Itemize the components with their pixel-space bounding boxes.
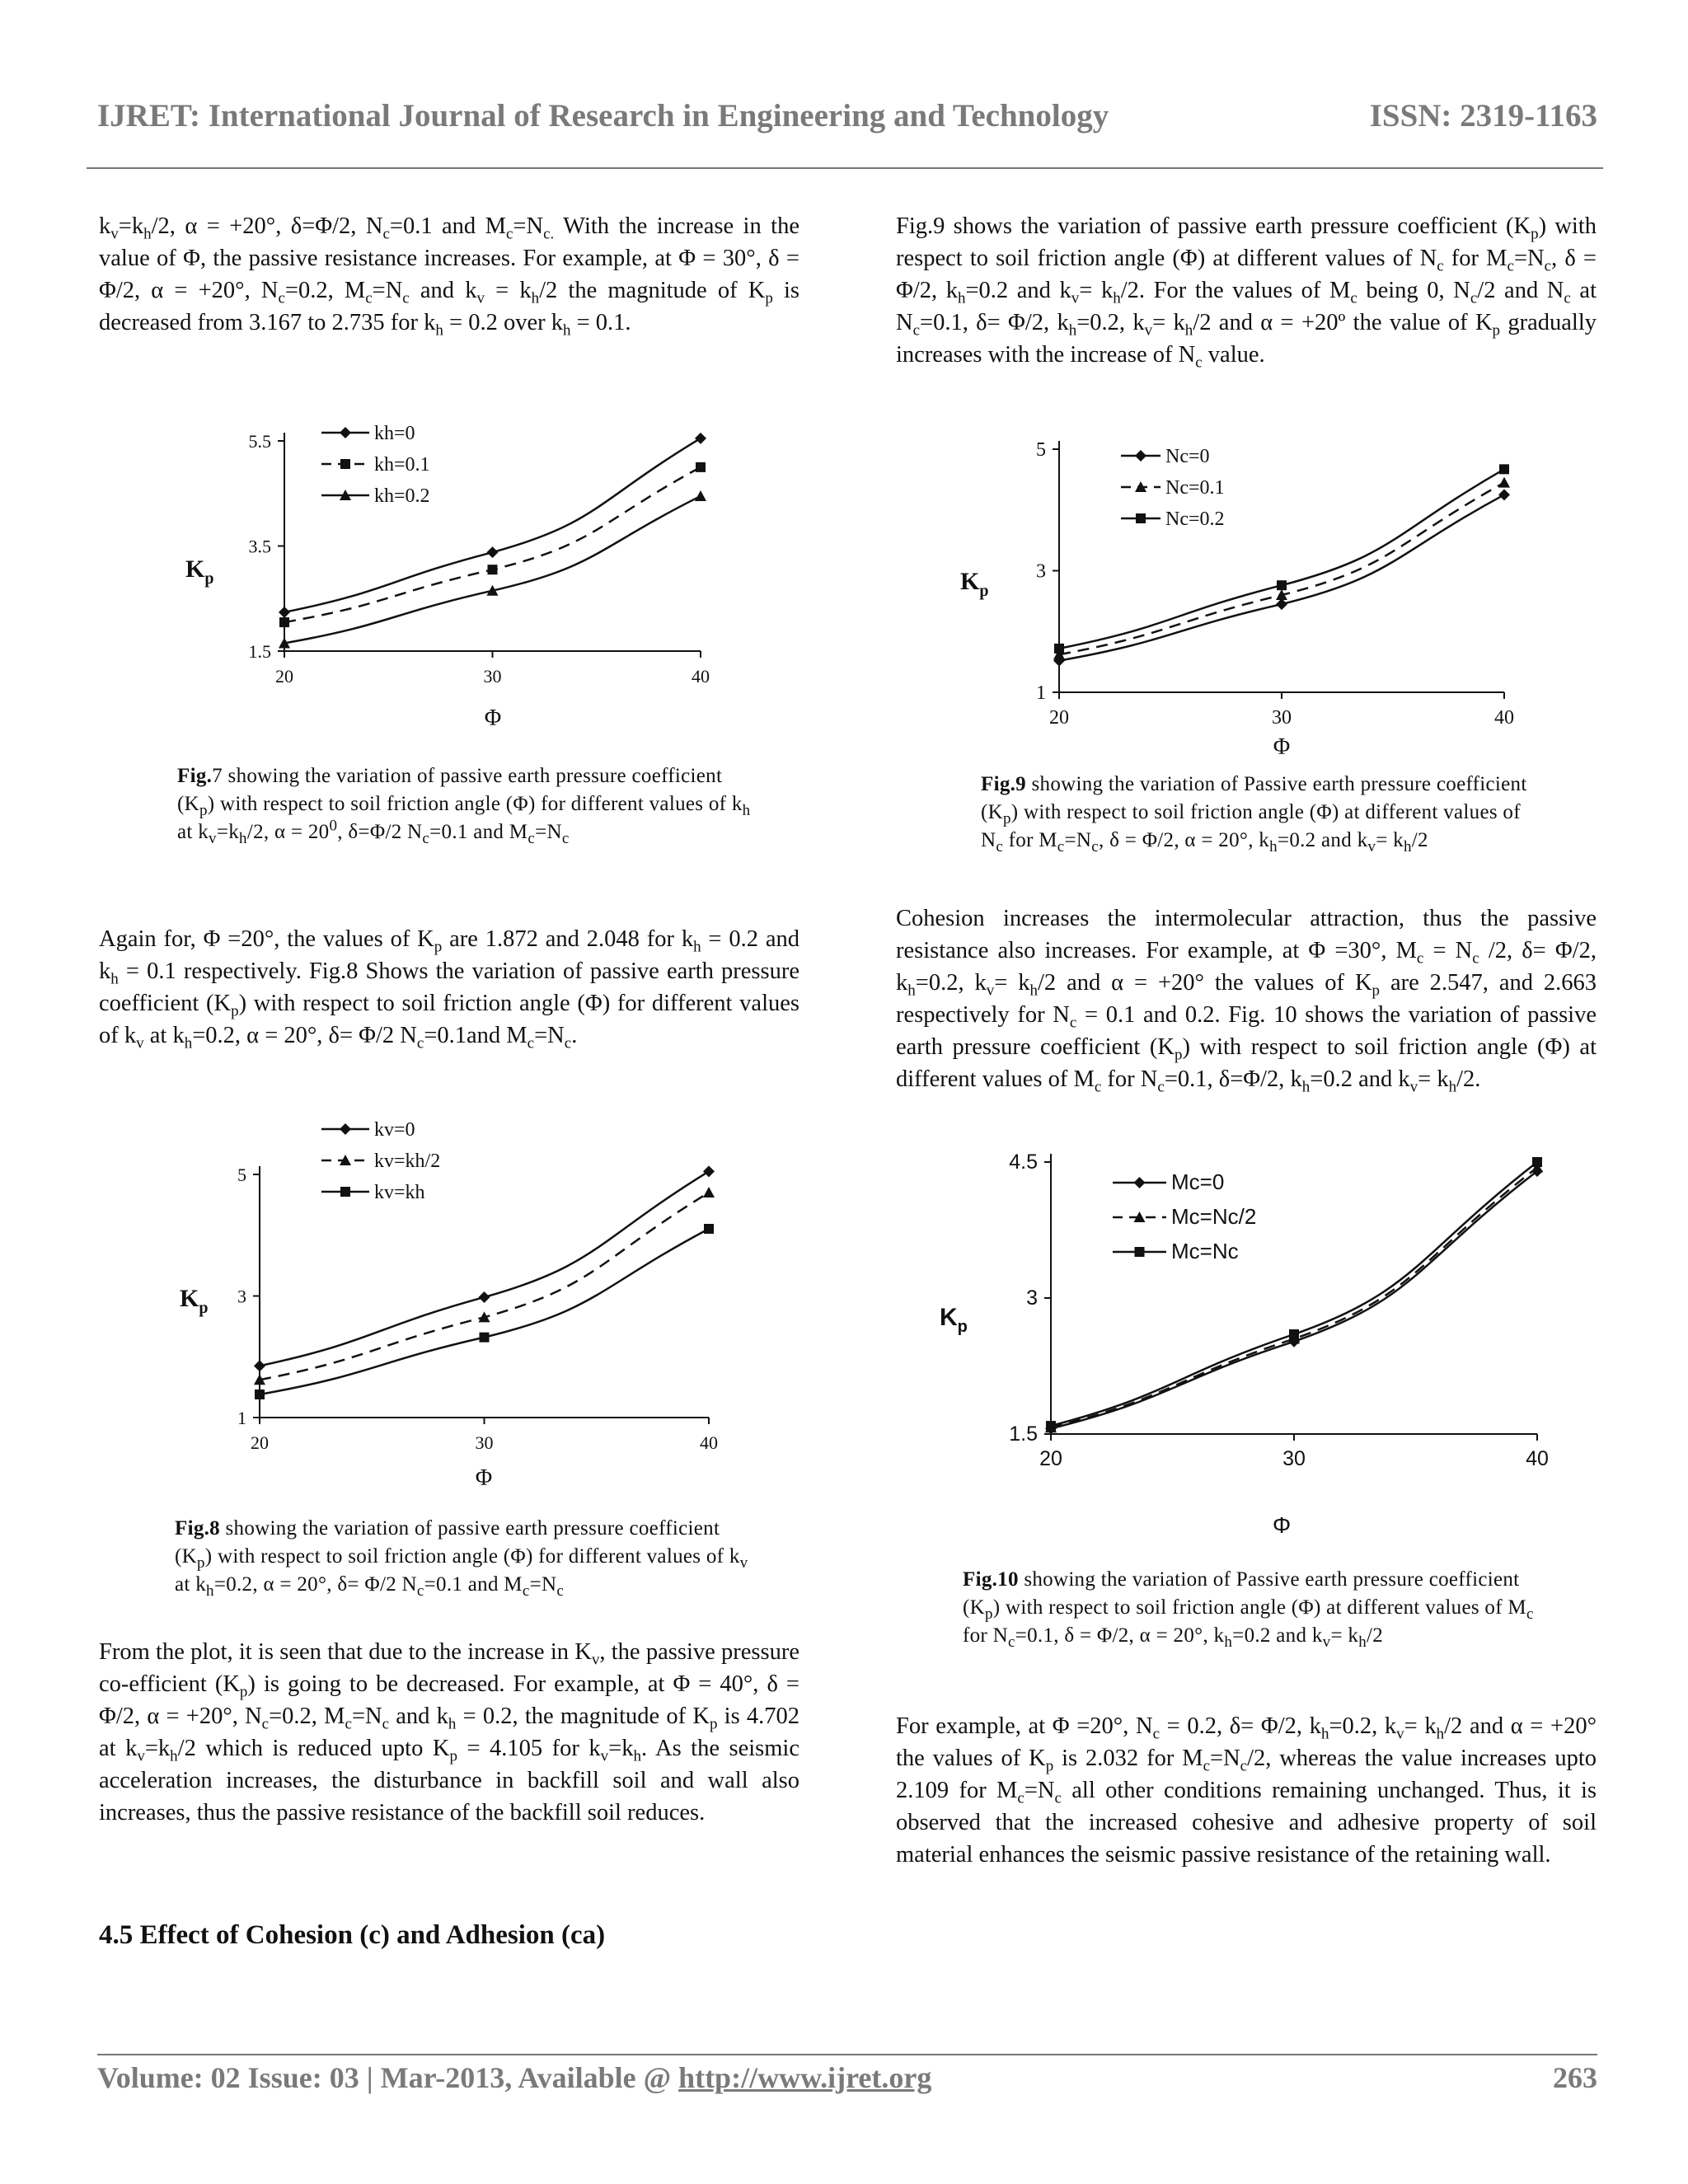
fig10-series-line	[1051, 1162, 1537, 1426]
fig7-caption: Fig.7 showing the variation of passive earth pressure coefficient $(K_p)$ with respect to soil friction angle (Φ) for different values of $k_h$ at $k_v=k_h/2$, $\alpha = 20^0$, δ=Φ/2 $N_c=0.1$ and $M_c=N_c$	[177, 765, 751, 847]
fig9-caption-label: Fig.9	[981, 773, 1026, 795]
fig9-x-tick-label: 30	[1272, 707, 1292, 729]
fig9-legend-label: Nc=0.2	[1165, 509, 1225, 530]
fig9-y-tick-label: 1	[1036, 682, 1046, 704]
header-rule	[87, 167, 1603, 169]
fig9-y-tick-label: 3	[1036, 560, 1046, 583]
fig7-legend-label: kh=0.1	[374, 454, 430, 476]
fig10-x-tick-label: 40	[1526, 1447, 1549, 1470]
fig9-legend-marker	[1135, 450, 1146, 462]
fig10-y-label: $K_p$	[940, 1304, 968, 1336]
fig8-data-point	[480, 1333, 490, 1343]
journal-header	[97, 97, 1597, 134]
figure-7	[157, 416, 783, 738]
fig10-legend-label: Mc=Nc	[1171, 1239, 1239, 1263]
fig8-data-point	[704, 1224, 714, 1234]
fig8-legend-marker	[340, 1123, 351, 1135]
fig8-caption: Fig.8 showing the variation of passive earth pressure coefficient $(K_p)$ with respect to soil friction angle (Φ) for different values of $k_v$ at $k_h=0.2$, α = 20°, δ= Φ/2 $N_c=0.1$ and $M_c=N_c$	[175, 1517, 748, 1600]
fig10-legend-marker	[1134, 1177, 1146, 1188]
figure-9	[948, 429, 1574, 758]
fig8-data-point	[479, 1291, 490, 1303]
fig9-legend-label: Nc=0	[1165, 446, 1210, 467]
fig9-chart	[948, 429, 1574, 758]
paragraph-right-1: Fig.9 shows the variation of passive earth pressure coefficient $(K_p)$ with respect to soil friction angle (Φ) at different values of $N_c$ for $M_c=N_c$, δ = Φ/2, $k_h=0.2$ and $k_v= k_h/2$. For the values of $M_c$ being 0, $N_c/2$ and $N_c$ at $N_c=0.1$, δ= Φ/2, $k_h=0.2$, $k_v= k_h/2$ and α = +20º the value of $K_p$ gradually increases with the increase of $N_c$ value.	[896, 213, 1597, 372]
fig9-y-label: $K_p$	[960, 568, 989, 600]
fig10-data-point	[1289, 1329, 1299, 1339]
fig7-y-label: $K_p$	[185, 555, 214, 588]
fig7-series-line	[284, 467, 701, 622]
fig10-data-point	[1532, 1157, 1542, 1167]
page-number: 263	[1553, 2061, 1597, 2094]
paragraph-left-1: $k_v=k_h/2$, α = +20°, δ=Φ/2, $N_c=0.1$ and $M_c=N_{c.}$ With the increase in the value of Φ, the passive resistance increases. For example, at Φ = 30°, δ = Φ/2, α = +20°, $N_c=0.2$, $M_c=N_c$ and $k_v = k_h/2$ the magnitude of $K_p$ is decreased from 3.167 to 2.735 for $k_h = 0.2$ over $k_h = 0.1$.	[99, 213, 799, 340]
fig9-series-line	[1059, 469, 1504, 649]
fig9-data-point	[1498, 477, 1510, 488]
fig7-x-tick-label: 40	[692, 666, 710, 687]
fig8-data-point	[703, 1187, 715, 1197]
fig10-data-point	[1046, 1421, 1056, 1431]
page-footer	[97, 2060, 1597, 2095]
fig7-y-tick-label: 3.5	[248, 536, 271, 557]
fig10-series-line	[1051, 1168, 1537, 1428]
fig10-legend-label: Mc=Nc/2	[1171, 1204, 1257, 1229]
fig8-y-tick-label: 3	[237, 1286, 246, 1307]
fig10-legend-marker	[1135, 1247, 1145, 1257]
fig8-data-point	[254, 1360, 265, 1371]
section-heading: 4.5 Effect of Cohesion (c) and Adhesion (ca)	[99, 1920, 606, 1950]
journal-title: IJRET: International Journal of Research in Engineering and Technology	[97, 98, 1109, 134]
fig10-caption-label: Fig.10	[963, 1568, 1019, 1591]
fig8-x-label: Φ	[475, 1465, 493, 1491]
fig8-series-line	[260, 1193, 709, 1380]
fig7-y-tick-label: 5.5	[248, 431, 271, 452]
fig7-x-tick-label: 30	[483, 666, 502, 687]
fig9-series-line	[1059, 494, 1504, 660]
fig8-y-label: $K_p$	[180, 1285, 209, 1317]
journal-link[interactable]: http://www.ijret.org	[678, 2061, 932, 2094]
fig7-data-point	[487, 546, 499, 558]
fig7-data-point	[695, 433, 706, 444]
fig7-legend-label: kh=0	[374, 423, 415, 444]
fig7-data-point	[696, 462, 706, 472]
fig9-legend-label: Nc=0.1	[1165, 477, 1225, 499]
fig7-caption-label: Fig.	[177, 765, 213, 787]
fig8-legend-label: kv=kh	[374, 1182, 425, 1203]
fig10-y-tick-label: 1.5	[1009, 1422, 1038, 1446]
fig9-data-point	[1276, 598, 1287, 610]
fig7-data-point	[488, 565, 498, 574]
fig7-y-tick-label: 1.5	[248, 641, 271, 662]
footer-volume: Volume: 02 Issue: 03 | Mar-2013, Available @	[97, 2061, 679, 2094]
fig9-y-tick-label: 5	[1036, 439, 1046, 461]
figure-8	[157, 1113, 783, 1500]
fig10-legend-label: Mc=0	[1171, 1169, 1225, 1194]
fig7-x-label: Φ	[484, 705, 502, 731]
fig8-y-tick-label: 5	[237, 1165, 246, 1185]
fig7-data-point	[279, 617, 289, 627]
fig10-series-line	[1051, 1171, 1537, 1428]
fig9-data-point	[1498, 489, 1510, 500]
fig10-caption: Fig.10 showing the variation of Passive earth pressure coefficient $(K_p)$ with respect to soil friction angle (Φ) at different values of $M_c$ for $N_c=0.1$, δ = Φ/2, α = 20°, $k_h=0.2$ and $k_v= k_h/2$	[963, 1568, 1534, 1651]
fig7-data-point	[279, 607, 290, 618]
fig9-data-point	[1054, 644, 1064, 654]
fig9-data-point	[1277, 580, 1287, 590]
fig9-x-tick-label: 20	[1049, 707, 1069, 729]
fig10-plot	[940, 1151, 1549, 1538]
fig10-y-tick-label: 4.5	[1009, 1151, 1038, 1174]
fig8-caption-label: Fig.8	[175, 1517, 220, 1540]
fig8-chart	[157, 1113, 783, 1500]
fig9-plot	[960, 439, 1514, 760]
fig8-x-tick-label: 40	[700, 1432, 718, 1453]
fig7-legend-label: kh=0.2	[374, 485, 430, 507]
fig8-legend-label: kv=kh/2	[374, 1151, 441, 1172]
fig7-legend-marker	[340, 427, 351, 438]
fig8-y-tick-label: 1	[237, 1408, 246, 1428]
fig7-caption-number: 7	[212, 765, 223, 787]
fig8-data-point	[703, 1165, 715, 1177]
fig10-x-tick-label: 20	[1039, 1447, 1062, 1470]
fig8-x-tick-label: 30	[475, 1432, 494, 1453]
fig7-plot	[185, 423, 710, 731]
fig7-x-tick-label: 20	[275, 666, 293, 687]
paragraph-right-2: Cohesion increases the intermolecular attraction, thus the passive resistance also increases. For example, at Φ =30°, $M_c = N_c$ /2, δ= Φ/2, $k_h=0.2$, $k_v= k_h/2$ and α = +20° the values of $K_p$ are 2.547, and 2.663 respectively for $N_c = 0.1$ and 0.2. Fig. 10 shows the variation of passive earth pressure coefficient $(K_p)$ with respect to soil friction angle (Φ) at different values of $M_c$ for $N_c=0.1$, δ=Φ/2, $k_h=0.2$ and $k_v= k_h/2$.	[896, 906, 1597, 1096]
fig8-legend-marker	[340, 1187, 350, 1197]
fig9-caption: Fig.9 showing the variation of Passive earth pressure coefficient $(K_p)$ with respect to soil friction angle (Φ) at different values of $N_c$ for $M_c=N_c$, δ = Φ/2, α = 20°, $k_h=0.2$ and $k_v= k_h/2$	[981, 773, 1527, 855]
paragraph-left-2: Again for, Φ =20°, the values of $K_p$ are 1.872 and 2.048 for $k_h = 0.2$ and $k_h = 0.1$ respectively. Fig.8 Shows the variation of passive earth pressure coefficient $(K_p)$ with respect to soil friction angle (Φ) for different values of $k_v$ at $k_h=0.2$, α = 20°, δ= Φ/2 $N_c=0.1and$ $M_c=N_c$.	[99, 926, 799, 1052]
fig8-legend-label: kv=0	[374, 1119, 415, 1141]
footer-rule	[97, 2054, 1597, 2055]
fig7-legend-marker	[340, 459, 350, 469]
fig8-x-tick-label: 20	[251, 1432, 269, 1453]
fig8-plot	[180, 1119, 718, 1491]
fig10-chart	[923, 1151, 1582, 1549]
fig9-data-point	[1499, 464, 1509, 474]
fig8-data-point	[255, 1390, 265, 1399]
fig9-series-line	[1059, 483, 1504, 655]
issn: ISSN: 2319-1163	[1369, 98, 1597, 134]
figure-10	[923, 1151, 1582, 1549]
fig9-x-label: Φ	[1273, 734, 1291, 760]
fig9-legend-marker	[1136, 513, 1146, 523]
fig9-x-tick-label: 40	[1494, 707, 1514, 729]
fig10-y-tick-label: 3	[1026, 1286, 1038, 1310]
paragraph-left-3: From the plot, it is seen that due to the increase in $K_v$, the passive pressure co-efficient $(K_p)$ is going to be decreased. For example, at Φ = 40°, δ = Φ/2, α = +20°, $N_c=0.2$, $M_c=N_c$ and $k_h = 0.2$, the magnitude of $K_p$ is 4.702 at $k_v=k_h/2$ which is reduced upto $K_p = 4.105$ for $k_v=k_h$. As the seismic acceleration increases, the disturbance in backfill soil and wall also increases, thus the passive resistance of the backfill soil reduces.	[99, 1639, 800, 1825]
paragraph-right-3: For example, at Φ =20°, $N_c = 0.2$, δ= Φ/2, $k_h=0.2$, $k_v= k_h/2$ and α = +20° the values of $K_p$ is 2.032 for $M_c=N_c/2$, whereas the value increases upto 2.109 for $M_c=N_c$ all other conditions remaining unchanged. Thus, it is observed that the increased cohesive and adhesive property of soil material enhances the seismic passive resistance of the retaining wall.	[896, 1713, 1597, 1868]
fig10-x-label: Φ	[1272, 1512, 1292, 1538]
fig7-data-point	[695, 490, 706, 501]
fig7-chart	[157, 416, 783, 738]
fig10-x-tick-label: 30	[1282, 1447, 1306, 1470]
